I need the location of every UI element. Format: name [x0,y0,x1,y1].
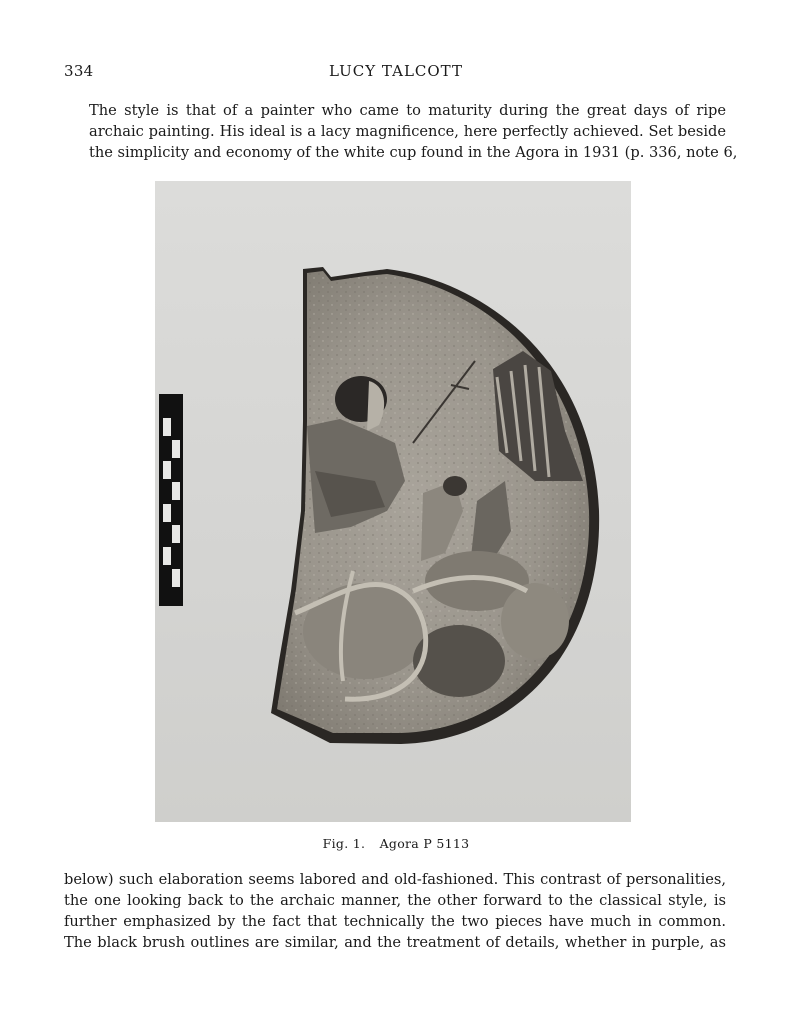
figure-caption-text: Agora P 5113 [379,836,470,851]
paragraph-line: below) such elaboration seems labored and old-fashioned. This contrast of personalities, [64,871,726,888]
paragraph-line: further emphasized by the fact that technically the two pieces have much in common. [64,913,726,930]
paragraph-bottom [64,869,726,953]
scale-bar [159,394,183,606]
running-head-author: LUCY TALCOTT [329,62,463,80]
figure-caption [0,836,792,851]
cup-fragment-photo [155,181,631,822]
paragraph-line: The black brush outlines are similar, and the treatment of details, whether in purple, as [64,934,726,951]
paragraph-top [64,100,738,163]
paragraph-line: the one looking back to the archaic manner, the other forward to the classical style, is [64,892,726,909]
figure-photograph [155,181,631,822]
running-head [64,62,728,84]
paragraph-line: archaic painting. His ideal is a lacy magnificence, here perfectly achieved. Set beside [89,123,726,140]
figure-caption-label: Fig. 1. [322,836,366,851]
paragraph-line: The style is that of a painter who came to maturity during the great days of ripe [89,102,726,119]
page-number: 334 [64,62,94,80]
paragraph-line: the simplicity and economy of the white cup found in the Agora in 1931 (p. 336, note 6, [89,144,738,161]
cup-fragment [271,267,599,744]
